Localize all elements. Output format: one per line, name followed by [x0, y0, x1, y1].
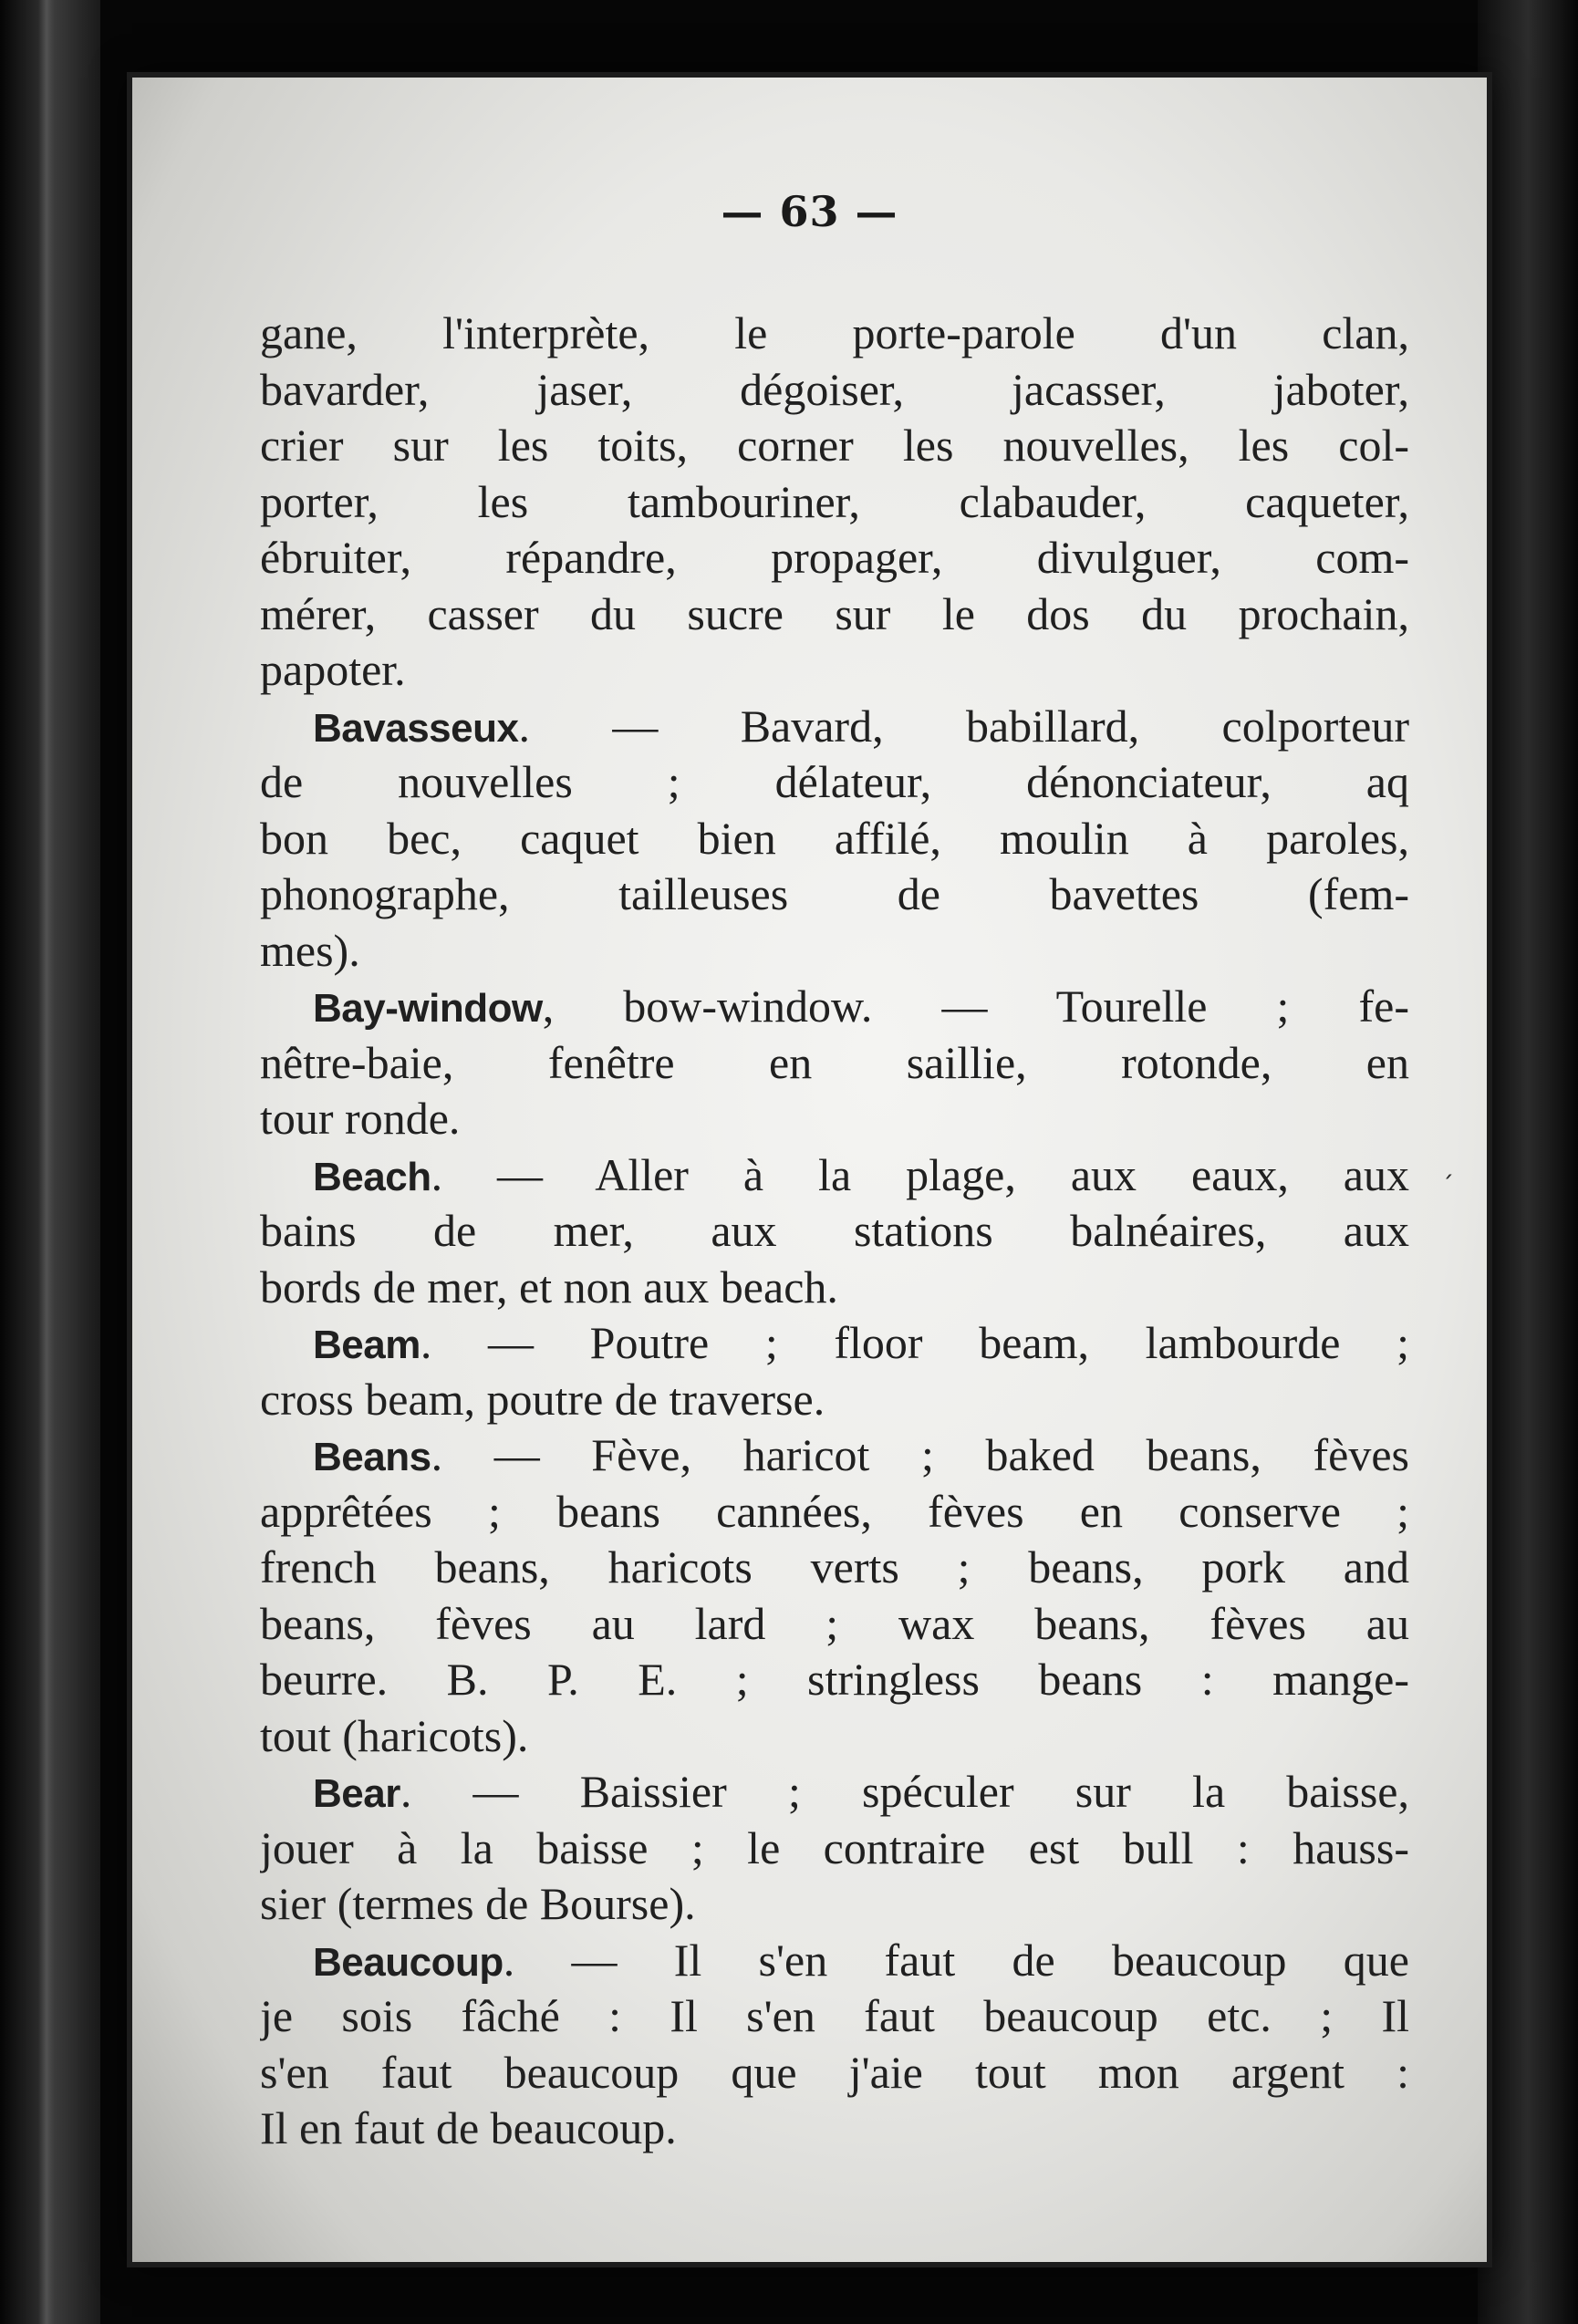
text-line: ébruiter, répandre, propager, divulguer, com- — [260, 532, 1409, 583]
stray-mark-icon: ˏ — [1441, 1149, 1454, 1179]
entry-headword: Bear — [313, 1771, 400, 1816]
text-line: papoter. — [260, 644, 406, 695]
entry-definition: . — Bavard, babillard, colporteur — [518, 700, 1409, 752]
entry-headword: Bay-window — [313, 986, 543, 1031]
entry-definition: . — Fève, haricot ; baked beans, fèves — [431, 1429, 1409, 1480]
entry-headword: Beans — [313, 1435, 431, 1479]
entry-headword: Beam — [313, 1323, 420, 1367]
text-line: porter, les tambouriner, clabauder, caqueter, — [260, 475, 1409, 527]
text-line: apprêtées ; beans cannées, fèves en conserve ; — [260, 1485, 1409, 1537]
text-line: je sois fâché : Il s'en faut beaucoup etc. ; Il — [260, 1990, 1409, 2041]
text-line: mérer, casser du sucre sur le dos du prochain, — [260, 587, 1409, 639]
entry-headword: Beaucoup — [313, 1939, 504, 1985]
text-line: bords de mer, et non aux beach. — [260, 1261, 838, 1312]
text-line: bon bec, caquet bien affilé, moulin à paroles, — [260, 812, 1409, 864]
text-line: tout (haricots). — [260, 1709, 529, 1761]
page-number: — 63 — — [721, 187, 898, 236]
text-line: s'en faut beaucoup que j'aie tout mon argent : — [260, 2046, 1409, 2098]
right-film-edge — [1478, 0, 1578, 2324]
entry-headword: Bavasseux — [313, 705, 519, 751]
text-line: Il en faut de beaucoup. — [260, 2102, 677, 2153]
text-line: nêtre-baie, fenêtre en saillie, rotonde, en — [260, 1036, 1409, 1088]
text-line: gane, l'interprète, le porte-parole d'un clan, — [260, 307, 1409, 358]
text-line: crier sur les toits, corner les nouvelles, les col- — [260, 420, 1409, 471]
text-line: beurre. B. P. E. ; stringless beans : mange- — [260, 1654, 1409, 1705]
text-line: sier (termes de Bourse). — [260, 1878, 696, 1929]
entry-definition: , bow-window. — Tourelle ; fe- — [542, 980, 1409, 1032]
text-line: phonographe, tailleuses de bavettes (fem- — [260, 868, 1409, 919]
entry-bavasseux — [260, 699, 1409, 755]
text-line: french beans, haricots verts ; beans, pork and — [260, 1541, 1409, 1593]
entry-definition: . — Baissier ; spéculer sur la baisse, — [400, 1766, 1409, 1817]
entry-beach — [260, 1147, 1409, 1204]
text-line: jouer à la baisse ; le contraire est bull : hauss- — [260, 1821, 1409, 1873]
page-text — [260, 306, 1409, 2157]
text-line: beans, fèves au lard ; wax beans, fèves au — [260, 1597, 1409, 1649]
text-line: bains de mer, aux stations balnéaires, aux — [260, 1205, 1409, 1256]
entry-definition: . — Poutre ; floor beam, lambourde ; — [420, 1317, 1409, 1368]
text-line: de nouvelles ; délateur, dénonciateur, aq — [260, 756, 1409, 807]
entry-beaucoup — [260, 1933, 1409, 1989]
text-line: bavarder, jaser, dégoiser, jacasser, jaboter, — [260, 363, 1409, 415]
entry-headword: Beach — [313, 1154, 431, 1199]
left-film-edge — [0, 0, 100, 2324]
book-page — [132, 78, 1487, 2262]
entry-beans — [260, 1427, 1409, 1484]
entry-definition: . — Il s'en faut de beaucoup que — [503, 1934, 1409, 1986]
text-line: tour ronde. — [260, 1093, 461, 1144]
entry-beam — [260, 1315, 1409, 1372]
text-line: mes). — [260, 924, 360, 976]
text-line: cross beam, poutre de traverse. — [260, 1373, 825, 1425]
entry-bear — [260, 1764, 1409, 1821]
entry-bay-window — [260, 979, 1409, 1035]
entry-definition: . — Aller à la plage, aux eaux, aux — [431, 1148, 1409, 1200]
